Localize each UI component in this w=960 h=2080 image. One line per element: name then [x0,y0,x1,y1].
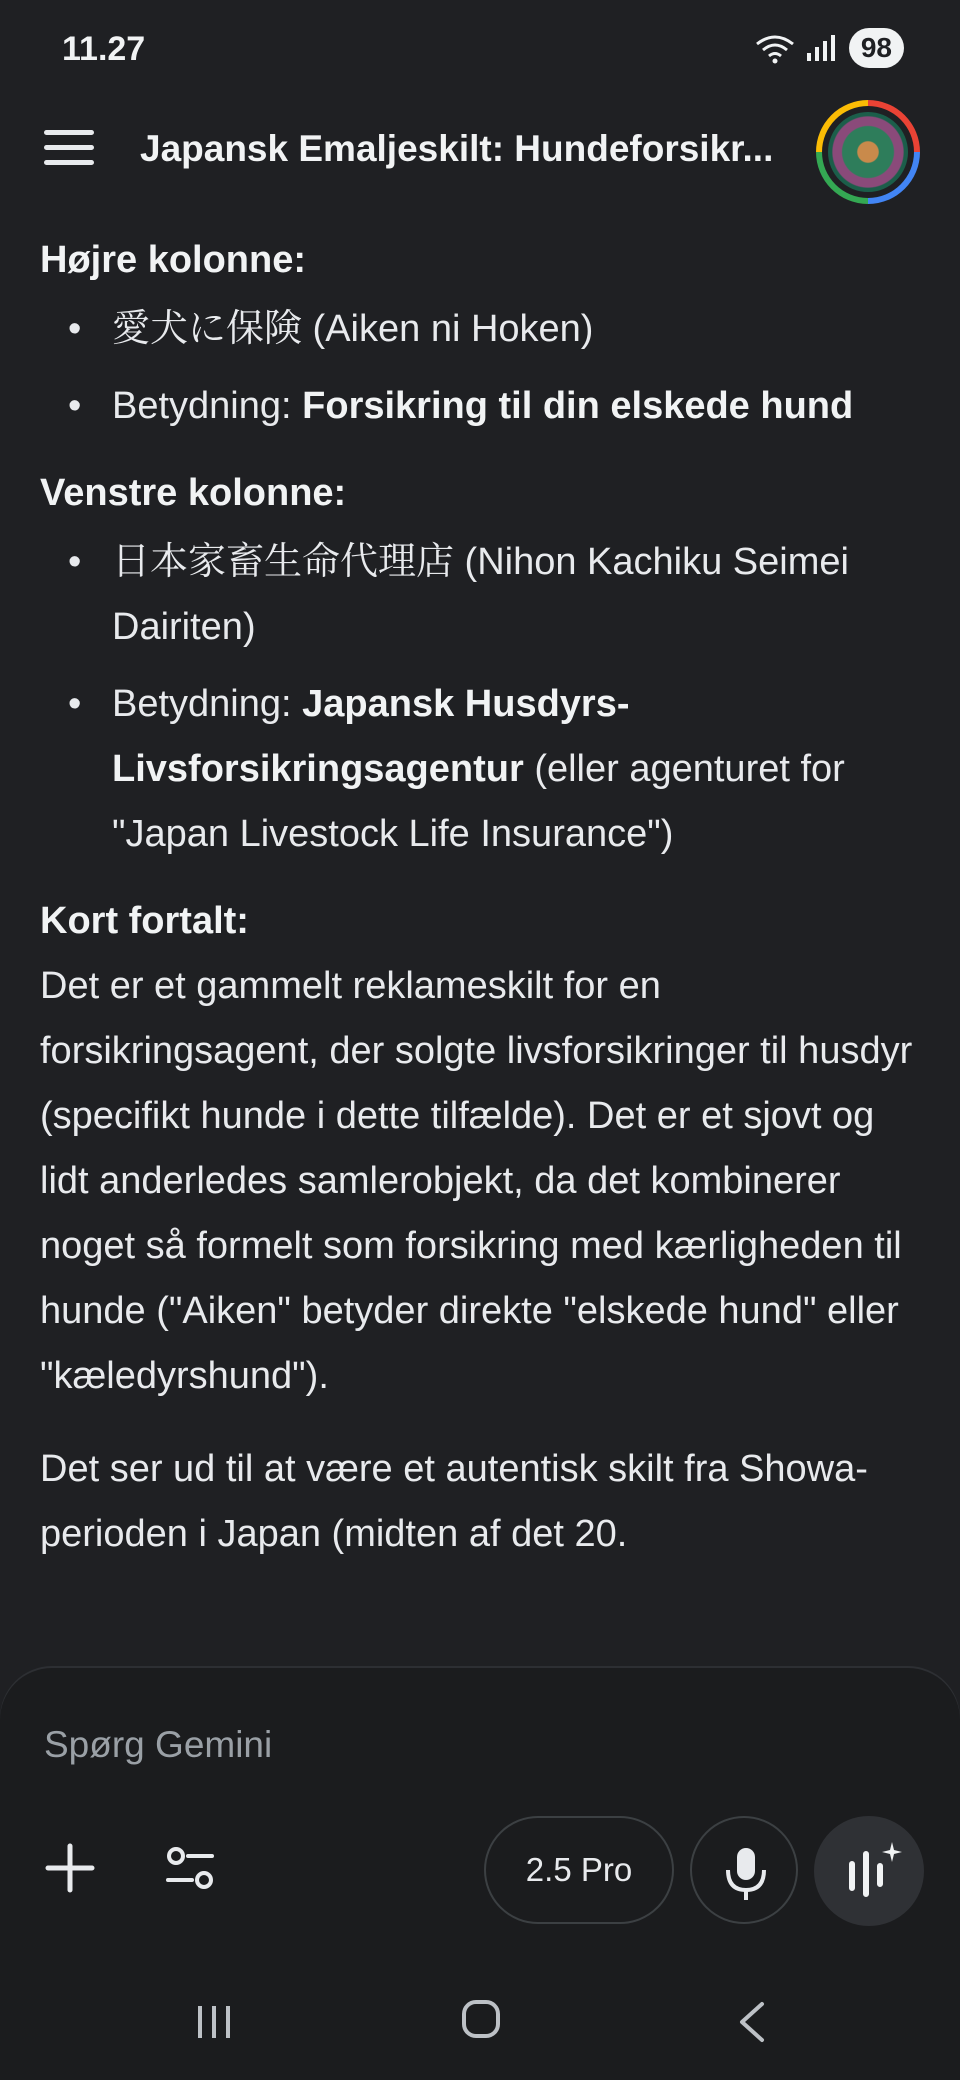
status-time: 11.27 [62,30,146,68]
left-column-heading: Venstre kolonne: [40,472,347,514]
prompt-input[interactable]: Spørg Gemini [44,1724,273,1765]
menu-icon[interactable] [44,130,94,170]
tail-text: Det ser ud til at være et autentisk skilt fra Showa-perioden i Japan (midten af det 20. [40,1448,868,1555]
list-item: • Betydning: Forsikring til din elskede hund [40,374,920,439]
left-column-list [40,530,920,867]
plus-icon[interactable] [40,1838,100,1898]
avatar-image [828,112,908,192]
avatar[interactable] [816,100,920,204]
response-content [40,228,920,1595]
summary-heading: Kort fortalt: [40,900,249,942]
summary-text: Det er et gammelt reklameskilt for en forsikringsagent, der solgte livsforsikringer til husdyr (specifikt hunde i dette tilfælde). Det er et sjovt og lidt anderledes samlerobjekt, da det kombinerer noget så formelt som forsikring med kærligheden til hunde ("Aiken" betyder direkte "elskede hund" eller "kæledyrshund"). [40,965,913,1397]
status-icons [755,28,904,68]
live-button[interactable] [814,1816,924,1926]
home-icon[interactable] [462,2000,500,2038]
live-icon [814,1816,924,1926]
mic-button[interactable] [690,1816,798,1924]
mic-icon [692,1818,800,1926]
system-nav-bar [0,1960,960,2080]
chat-title[interactable]: Japansk Emaljeskilt: Hundeforsikr... [140,128,774,169]
right-column-list [40,297,920,439]
list-item: • Betydning: Japansk Husdyrs-Livsforsikringsagentur (eller agenturet for "Japan Livestock Life Insurance") [40,672,920,867]
back-icon[interactable] [736,2000,766,2044]
list-item: • 日本家畜生命代理店 (Nihon Kachiku Seimei Dairiten) [40,530,920,660]
battery-badge: 98 [849,28,904,68]
wifi-icon [755,32,795,64]
status-bar [0,0,960,104]
signal-icon [805,33,839,63]
right-column-heading: Højre kolonne: [40,239,307,281]
list-item: • 愛犬に保険 (Aiken ni Hoken) [40,297,920,362]
tools-icon[interactable] [160,1838,220,1898]
model-selector-button[interactable]: 2.5 Pro [484,1816,674,1924]
recent-apps-icon[interactable] [194,2004,234,2040]
